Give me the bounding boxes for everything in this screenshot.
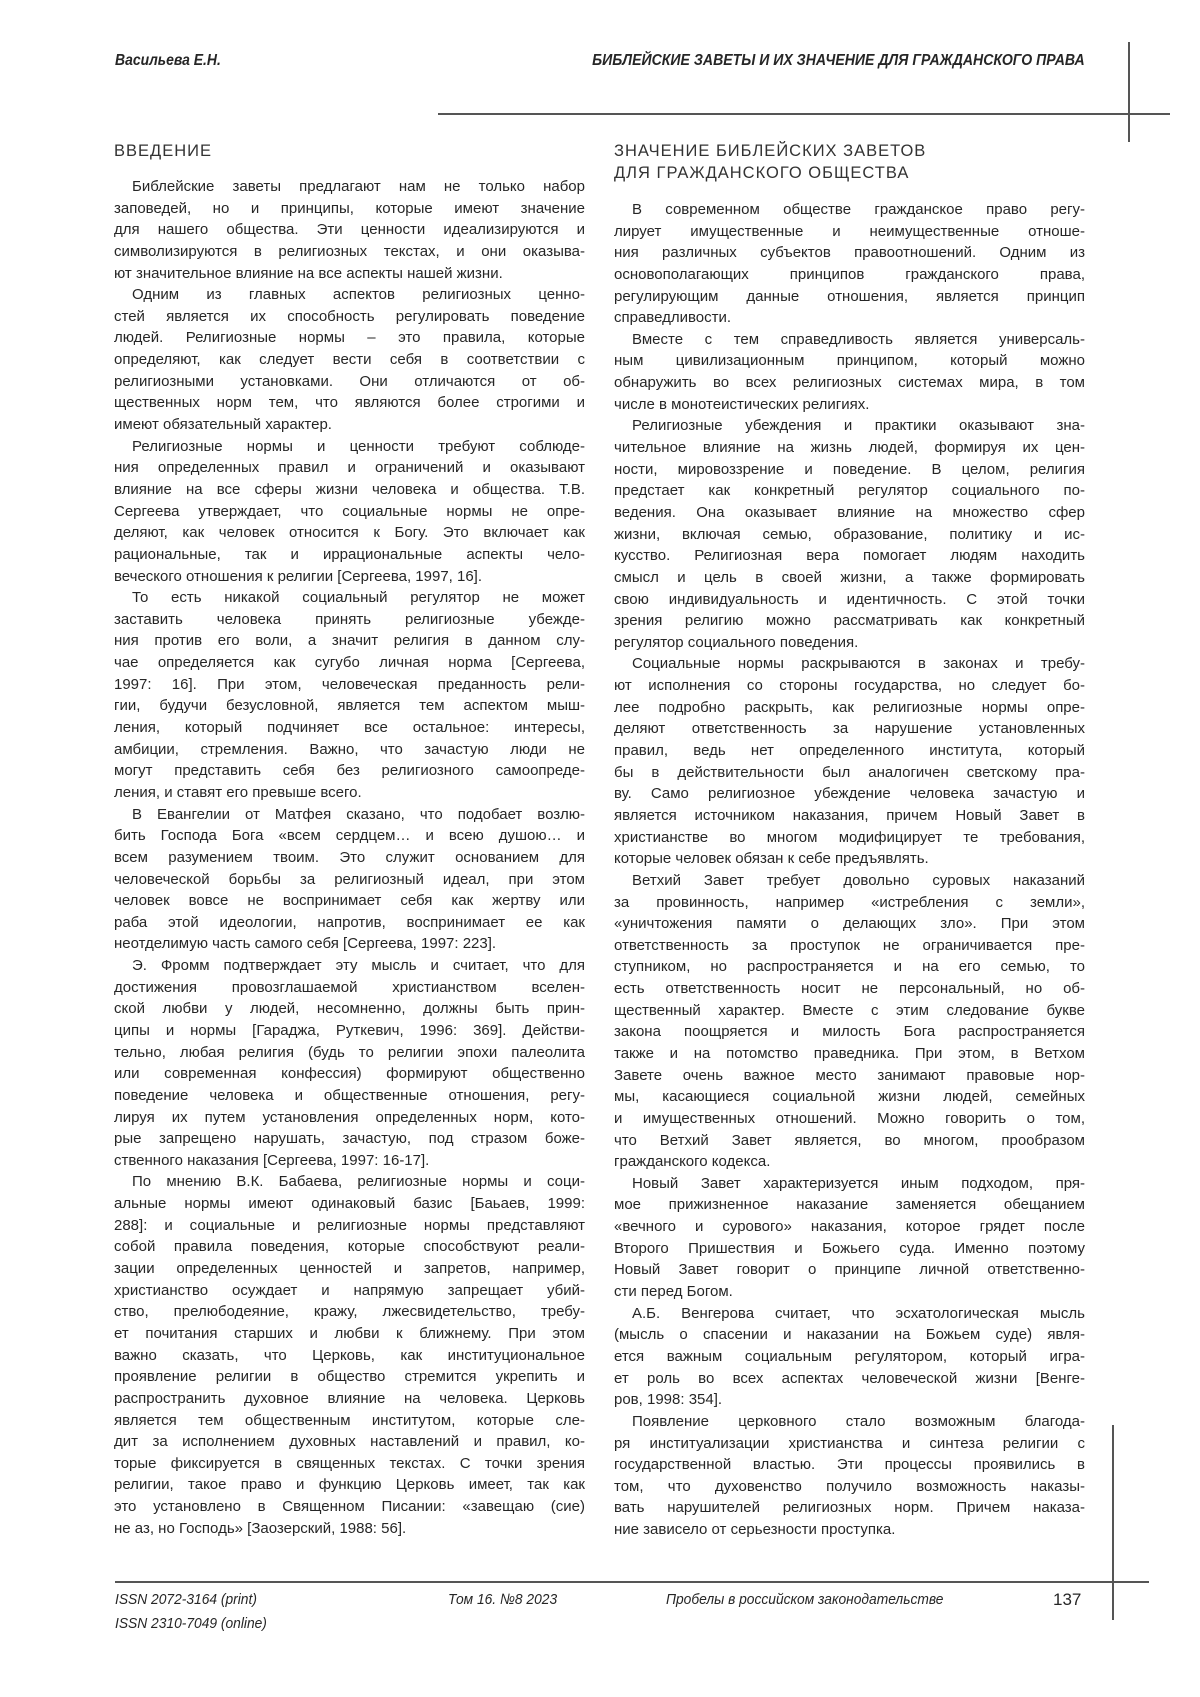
text-line: тельно, любая религия (будь то религии эпохи палеолита <box>114 1042 585 1064</box>
text-line: проявление религии в общество стремится укрепить и <box>114 1366 585 1388</box>
text-line: деляют ответственность за нарушение установленных <box>614 718 1085 740</box>
section-heading-significance <box>614 141 926 184</box>
text-line: справедливости. <box>614 307 1085 329</box>
issn-print: ISSN 2072-3164 (print) <box>115 1591 257 1608</box>
text-line: ления, который подчиняет все остальное: интересы, <box>114 717 585 739</box>
text-line: правил, ведь нет определенного института, который <box>614 740 1085 762</box>
paragraph <box>114 436 585 587</box>
text-line: ности, мировоззрение и поведение. В целом, религия <box>614 459 1085 481</box>
text-line: регулирующим данные отношения, является принцип <box>614 286 1085 308</box>
text-line: неотделимую часть самого себя [Сергеева, 1997: 223]. <box>114 933 585 955</box>
text-line: щественный характер. Вместе с этим следование букве <box>614 1000 1085 1022</box>
text-line: достижения провозглашаемой христианством вселен- <box>114 977 585 999</box>
text-line: ют значительное влияние на все аспекты нашей жизни. <box>114 263 585 285</box>
text-line: человек вовсе не воспринимает себя как жертву или <box>114 890 585 912</box>
header-rule <box>438 113 1170 115</box>
text-line: ответственность за проступок не ограничивается пре- <box>614 935 1085 957</box>
text-line: жизни, включая семью, образование, политику и ис- <box>614 524 1085 546</box>
text-line: лее подробно раскрыть, как религиозные нормы опре- <box>614 697 1085 719</box>
section-heading-introduction: ВВЕДЕНИЕ <box>114 141 212 163</box>
text-line: рые запрещено нарушать, зачастую, под стразом боже- <box>114 1128 585 1150</box>
text-line: ря институализации христианства и синтеза религии с <box>614 1433 1085 1455</box>
text-line: заповедей, но и принципы, которые имеют значение <box>114 198 585 220</box>
text-line: деляют, как человек относится к Богу. Это включает как <box>114 522 585 544</box>
paragraph <box>114 176 585 284</box>
text-line: это установлено в Священном Писании: «завещаю (сие) <box>114 1496 585 1518</box>
text-line: христианстве во многом модифицирует те требования, <box>614 827 1085 849</box>
text-line: гии, будучи безусловной, является тем аспектом мыш- <box>114 695 585 717</box>
text-line: мое прижизненное наказание заменяется обещанием <box>614 1194 1085 1216</box>
text-line: дит за исполнением духовных наставлений и правил, ко- <box>114 1431 585 1453</box>
text-line: мы, касающиеся социальной жизни людей, семейных <box>614 1086 1085 1108</box>
journal-volume: Том 16. №8 2023 <box>448 1591 557 1608</box>
header-corner-mark <box>1128 42 1130 142</box>
text-line: христианство осуждает и напрямую запрещает убий- <box>114 1280 585 1302</box>
text-line: есть ответственность носит не персональный, но об- <box>614 978 1085 1000</box>
text-line: бы в действительности был аналогичен светскому пра- <box>614 762 1085 784</box>
text-line: Завете очень важное место занимают правовые нор- <box>614 1065 1085 1087</box>
paragraph <box>614 1303 1085 1411</box>
text-line: щественных норм тем, что являются более строгими и <box>114 392 585 414</box>
text-line: чае определяется как сугубо личная норма [Сергеева, <box>114 652 585 674</box>
text-line: ципы и нормы [Гараджа, Руткевич, 1996: 369]. Действи- <box>114 1020 585 1042</box>
text-line: Второго Пришествия и Божьего суда. Именно поэтому <box>614 1238 1085 1260</box>
text-line: предстает как конкретный регулятор социального по- <box>614 480 1085 502</box>
text-line: могут представить себя без религиозного самоопреде- <box>114 760 585 782</box>
section-heading-line: ДЛЯ ГРАЖДАНСКОГО ОБЩЕСТВА <box>614 163 926 185</box>
paragraph <box>114 804 585 955</box>
text-line: Религиозные нормы и ценности требуют соблюде- <box>114 436 585 458</box>
text-line: Одним из главных аспектов религиозных ценно- <box>114 284 585 306</box>
text-line: ву. Само религиозное убеждение человека зачастую и <box>614 783 1085 805</box>
text-line: религиозными установками. Они отличаются от об- <box>114 371 585 393</box>
section-heading-line: ЗНАЧЕНИЕ БИБЛЕЙСКИХ ЗАВЕТОВ <box>614 141 926 163</box>
text-line: собой правила поведения, которые способствуют реали- <box>114 1236 585 1258</box>
text-line: ведения. Она оказывает влияние на множество сфер <box>614 502 1085 524</box>
text-line: кусство. Религиозная вера помогает людям находить <box>614 545 1085 567</box>
right-column-body <box>614 199 1085 1541</box>
text-line: ров, 1998: 354]. <box>614 1389 1085 1411</box>
text-line: 288]: и социальные и религиозные нормы представляют <box>114 1215 585 1237</box>
text-line: Появление церковного стало возможным благода- <box>614 1411 1085 1433</box>
text-line: важно сказать, что Церковь, как институциональное <box>114 1345 585 1367</box>
text-line: ния различных субъектов правоотношений. Одним из <box>614 242 1085 264</box>
journal-title: Пробелы в российском законодательстве <box>666 1591 943 1608</box>
text-line: религии, такое право и функцию Церковь имеет, так как <box>114 1474 585 1496</box>
text-line: ство, прелюбодеяние, кражу, лжесвидетельство, требу- <box>114 1301 585 1323</box>
text-line: Религиозные убеждения и практики оказывают зна- <box>614 415 1085 437</box>
paragraph <box>614 1173 1085 1303</box>
text-line: или современная конфессия) формируют общественно <box>114 1063 585 1085</box>
text-line: государственной властью. Эти процессы проявились в <box>614 1454 1085 1476</box>
page-number: 137 <box>1053 1590 1081 1610</box>
issn-online: ISSN 2310-7049 (online) <box>115 1615 267 1632</box>
paragraph <box>614 199 1085 329</box>
text-line: ления, и ставят его превыше всего. <box>114 782 585 804</box>
text-line: смысл и цель в своей жизни, а также формировать <box>614 567 1085 589</box>
text-line: лируя их путем установления определенных норм, кото- <box>114 1107 585 1129</box>
text-line: является источником наказания, причем Новый Завет в <box>614 805 1085 827</box>
text-line: ственного наказания [Сергеева, 1997: 16-17]. <box>114 1150 585 1172</box>
text-line: и имущественных отношений. Можно говорить о том, <box>614 1108 1085 1130</box>
text-line: ступником, но распространяется и на его семью, то <box>614 956 1085 978</box>
text-line: за провинность, например «истребления с земли», <box>614 892 1085 914</box>
text-line: торые фиксируется в священных текстах. С точки зрения <box>114 1453 585 1475</box>
text-line: ет роль во всех аспектах человеческой жизни [Венге- <box>614 1368 1085 1390</box>
text-line: зрения религию можно рассматривать как конкретный <box>614 610 1085 632</box>
text-line: зации определенных ценностей и запретов, например, <box>114 1258 585 1280</box>
footer-rule <box>115 1581 1149 1583</box>
text-line: заставить человека принять религиозные убежде- <box>114 609 585 631</box>
text-line: Новый Завет характеризуется иным подходом, пря- <box>614 1173 1085 1195</box>
text-line: лирует имущественные и неимущественные отноше- <box>614 221 1085 243</box>
text-line: ет почитания старших и любви к ближнему. При этом <box>114 1323 585 1345</box>
paragraph <box>614 1411 1085 1541</box>
text-line: Библейские заветы предлагают нам не только набор <box>114 176 585 198</box>
text-line: амбиции, стремления. Важно, что зачастую люди не <box>114 739 585 761</box>
text-line: ния определенных правил и ограничений и оказывают <box>114 457 585 479</box>
text-line: влияние на все сферы жизни человека и общества. Т.В. <box>114 479 585 501</box>
text-line: определяют, как следует вести себя в соответствии с <box>114 349 585 371</box>
text-line: числе в монотеистических религиях. <box>614 394 1085 416</box>
text-line: «уничтожения памяти о делающих зло». При этом <box>614 913 1085 935</box>
text-line: регулятор социального поведения. <box>614 632 1085 654</box>
paragraph <box>614 415 1085 653</box>
text-line: является тем общественным институтом, которые сле- <box>114 1410 585 1432</box>
text-line: людей. Религиозные нормы – это правила, которые <box>114 327 585 349</box>
text-line: сти перед Богом. <box>614 1281 1085 1303</box>
text-line: человеческой борьбы за религиозный идеал, при этом <box>114 869 585 891</box>
text-line: Ветхий Завет требует довольно суровых наказаний <box>614 870 1085 892</box>
text-line: По мнению В.К. Бабаева, религиозные нормы и соци- <box>114 1171 585 1193</box>
text-line: всем разумением твоим. Это служит основанием для <box>114 847 585 869</box>
paragraph <box>614 653 1085 869</box>
paragraph <box>114 1171 585 1539</box>
text-line: «вечного и сурового» наказания, которое грядет после <box>614 1216 1085 1238</box>
text-line: Социальные нормы раскрываются в законах и требу- <box>614 653 1085 675</box>
paragraph <box>114 284 585 435</box>
text-line: вать нарушителей религиозных норм. Причем наказа- <box>614 1497 1085 1519</box>
text-line: альные нормы имеют одинаковый базис [Баьаев, 1999: <box>114 1193 585 1215</box>
text-line: не аз, но Господь» [Заозерский, 1988: 56]. <box>114 1518 585 1540</box>
text-line: В современном обществе гражданское право регу- <box>614 199 1085 221</box>
text-line: ние зависело от серьезности проступка. <box>614 1519 1085 1541</box>
text-line: ния против его воли, а значит религия в данном слу- <box>114 630 585 652</box>
text-line: свою индивидуальность и идентичность. С этой точки <box>614 589 1085 611</box>
text-line: символизируются в религиозных текстах, и они оказыва- <box>114 241 585 263</box>
text-line: 1997: 16]. При этом, человеческая преданность рели- <box>114 674 585 696</box>
paragraph <box>114 587 585 803</box>
text-line: чительное влияние на жизнь людей, формируя их цен- <box>614 437 1085 459</box>
text-line: основополагающих принципов гражданского права, <box>614 264 1085 286</box>
text-line: Новый Завет говорит о принципе личной ответственно- <box>614 1259 1085 1281</box>
text-line: Сергеева утверждает, что социальные нормы не опре- <box>114 501 585 523</box>
text-line: закона поощряется и милость Бога распространяется <box>614 1021 1085 1043</box>
footer-corner-mark <box>1112 1425 1114 1620</box>
text-line: раба этой идеологии, напротив, воспринимает ее как <box>114 912 585 934</box>
text-line: Э. Фромм подтверждает эту мысль и считает, что для <box>114 955 585 977</box>
text-line: Вместе с тем справедливость является универсаль- <box>614 329 1085 351</box>
text-line: для нашего общества. Эти ценности идеализируются и <box>114 219 585 241</box>
text-line: стей является их способность регулировать поведение <box>114 306 585 328</box>
text-line: поведение человека и общественные отношения, регу- <box>114 1085 585 1107</box>
text-line: ской любви у людей, несомненно, должны быть прин- <box>114 998 585 1020</box>
text-line: обнаружить во всех религиозных системах мира, в том <box>614 372 1085 394</box>
running-header-title: БИБЛЕЙСКИЕ ЗАВЕТЫ И ИХ ЗНАЧЕНИЕ ДЛЯ ГРАЖДАНСКОГО ПРАВА <box>592 52 1085 70</box>
text-line: том, что духовенство получило возможность наказы- <box>614 1476 1085 1498</box>
text-line: ется важным социальным регулятором, который игра- <box>614 1346 1085 1368</box>
left-column-body <box>114 176 585 1539</box>
text-line: имеют обязательный характер. <box>114 414 585 436</box>
text-line: веческого отношения к религии [Сергеева, 1997, 16]. <box>114 566 585 588</box>
text-line: распространить духовное влияние на человека. Церковь <box>114 1388 585 1410</box>
text-line: А.Б. Венгерова считает, что эсхатологическая мысль <box>614 1303 1085 1325</box>
paragraph <box>614 870 1085 1173</box>
text-line: (мысль о спасении и наказании на Божьем суде) явля- <box>614 1324 1085 1346</box>
text-line: рациональные, так и иррациональные аспекты чело- <box>114 544 585 566</box>
paragraph <box>114 955 585 1171</box>
text-line: ным цивилизационным принципом, который можно <box>614 350 1085 372</box>
paragraph <box>614 329 1085 416</box>
text-line: что Ветхий Завет является, во многом, прообразом <box>614 1130 1085 1152</box>
text-line: ют исполнения со стороны государства, но следует бо- <box>614 675 1085 697</box>
text-line: бить Господа Бога «всем сердцем… и всею душою… и <box>114 825 585 847</box>
text-line: В Евангелии от Матфея сказано, что подобает возлю- <box>114 804 585 826</box>
text-line: гражданского кодекса. <box>614 1151 1085 1173</box>
running-header-author: Васильева Е.Н. <box>115 52 221 70</box>
text-line: То есть никакой социальный регулятор не может <box>114 587 585 609</box>
text-line: которые человек обязан к себе предъявлять. <box>614 848 1085 870</box>
text-line: также и на потомство праведника. При этом, в Ветхом <box>614 1043 1085 1065</box>
